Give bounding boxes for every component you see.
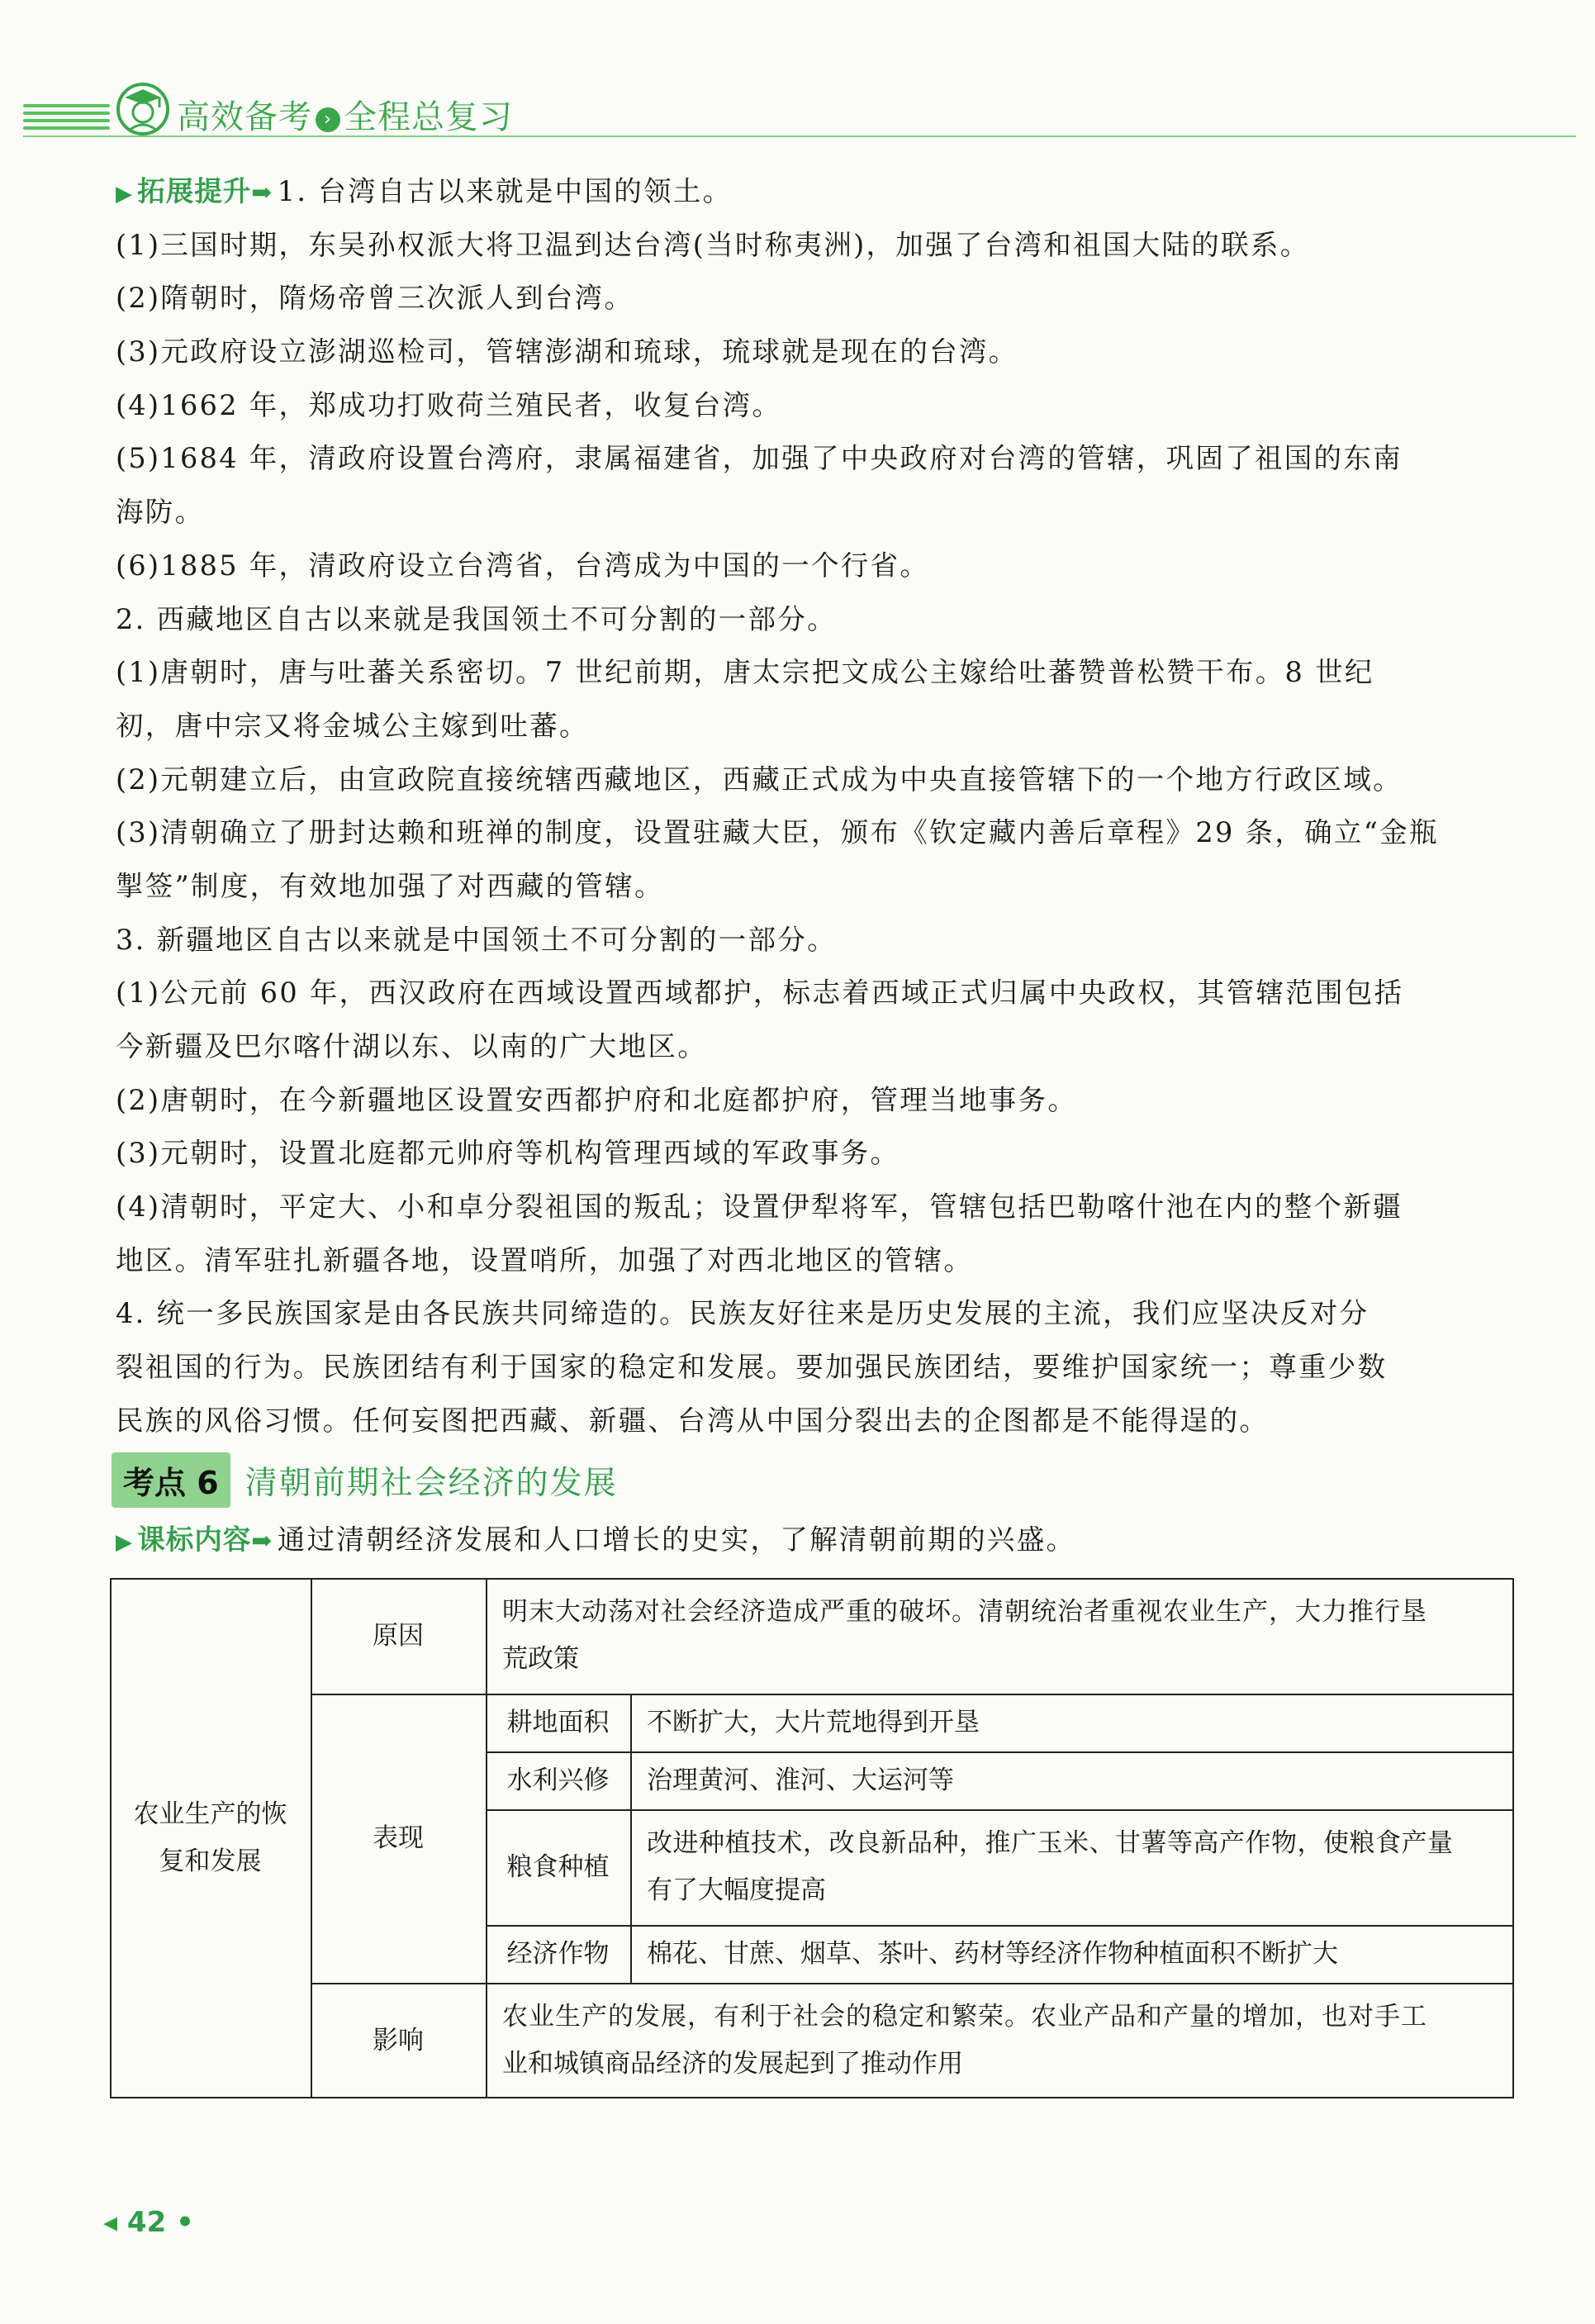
expansion-line: (1)唐朝时，唐与吐蕃关系密切。7 世纪前期，唐太宗把文成公主嫁给吐蕃赞普松赞干布。8 世纪 (116, 656, 1374, 689)
header-stripes (23, 104, 110, 134)
arrow-right-icon: ➡ (251, 1527, 274, 1556)
perf-row-content: 棉花、甘蔗、烟草、茶叶、药材等经济作物种植面积不断扩大 (647, 1938, 1338, 1969)
expansion-tag: 拓展提升 (137, 175, 252, 207)
expansion-text: 1. 台湾自古以来就是中国的领土。 (277, 175, 733, 207)
expansion-line: (5)1684 年，清政府设置台湾府，隶属福建省，加强了中央政府对台湾的管辖，巩固了祖国的东南 (116, 442, 1403, 475)
header-title (177, 91, 513, 138)
cause-line: 荒政策 (502, 1644, 579, 1674)
arrow-right-icon: ➡ (251, 178, 274, 207)
expansion-line: (3)元朝时，设置北庭都元帅府等机构管理西域的军政事务。 (116, 1137, 900, 1170)
page-header (23, 79, 1576, 145)
header-title-part1: 高效备考 (177, 98, 312, 136)
expansion-line: 4. 统一多民族国家是由各民族共同缔造的。民族友好往来是历史发展的主流，我们应坚决反对分 (116, 1297, 1370, 1330)
expansion-line: 今新疆及巴尔喀什湖以东、以南的广大地区。 (116, 1030, 707, 1062)
kaodian-badge: 考点 6 (112, 1452, 230, 1508)
triangle-icon: ▶ (116, 182, 135, 207)
expansion-line: (4)清朝时，平定大、小和卓分裂祖国的叛乱；设置伊犁将军，管辖包括巴勒喀什池在内的整个新疆 (116, 1191, 1403, 1224)
expansion-section (116, 165, 1520, 1448)
perf-row-label: 经济作物 (506, 1938, 610, 1969)
header-title-part2: 全程总复习 (344, 98, 513, 136)
expansion-line: (3)元政府设立澎湖巡检司，管辖澎湖和琉球，琉球就是现在的台湾。 (116, 335, 1018, 368)
performance-label: 表现 (373, 1823, 424, 1853)
expansion-line: (1)公元前 60 年，西汉政府在西域设置西域都护，标志着西域正式归属中央政权，其管辖范围包括 (116, 977, 1404, 1010)
perf-row-label: 粮食种植 (506, 1851, 610, 1882)
perf-row-line: 改进种植技术，改良新品种，推广玉米、甘薯等高产作物，使粮食产量 (647, 1828, 1454, 1858)
cause-content (486, 1578, 1514, 1694)
cause-label: 原因 (373, 1620, 424, 1651)
perf-row-content: 治理黄河、淮河、大运河等 (647, 1765, 954, 1795)
triangle-icon: ▶ (116, 1530, 135, 1555)
expansion-line: (2)唐朝时，在今新疆地区设置安西都护府和北庭都护府，管理当地事务。 (116, 1083, 1078, 1116)
section-title: 清朝前期社会经济的发展 (244, 1464, 618, 1502)
expansion-line: 2. 西藏地区自古以来就是我国领土不可分割的一部分。 (116, 602, 837, 635)
expansion-line: (4)1662 年，郑成功打败荷兰殖民者，收复台湾。 (116, 388, 782, 421)
expansion-line: (1)三国时期，东吴孙权派大将卫温到达台湾(当时称夷洲)，加强了台湾和祖国大陆的联系。 (116, 228, 1310, 261)
main-label-line: 复和发展 (159, 1846, 262, 1876)
student-mascot-icon (114, 79, 172, 137)
effect-label: 影响 (373, 2025, 424, 2055)
perf-row-line: 有了大幅度提高 (647, 1875, 826, 1905)
curriculum-tag: 课标内容 (137, 1523, 252, 1556)
expansion-line: 民族的风俗习惯。任何妄图把西藏、新疆、台湾从中国分裂出去的企图都是不能得逞的。 (116, 1404, 1270, 1437)
expansion-line: 地区。清军驻扎新疆各地，设置哨所，加强了对西北地区的管辖。 (116, 1243, 974, 1276)
perf-row-label: 耕地面积 (506, 1707, 610, 1737)
curriculum-line (116, 1514, 1075, 1569)
circle-arrow-icon: › (316, 107, 340, 132)
cause-line: 明末大动荡对社会经济造成严重的破坏。清朝统治者重视农业生产，大力推行垦 (502, 1597, 1427, 1627)
effect-line: 农业生产的发展，有利于社会的稳定和繁荣。农业产品和产量的增加，也对手工 (502, 2002, 1427, 2032)
page-number: 42 (126, 2206, 167, 2239)
table-main-label (110, 1578, 311, 2098)
expansion-line: 初，唐中宗又将金城公主嫁到吐蕃。 (116, 709, 589, 742)
expansion-line: (2)元朝建立后，由宣政院直接统辖西藏地区，西藏正式成为中央直接管辖下的一个地方行政区域。 (116, 763, 1403, 796)
expansion-line: 3. 新疆地区自古以来就是中国领土不可分割的一部分。 (116, 923, 837, 956)
expansion-line: 海防。 (116, 496, 205, 529)
dot-icon: • (176, 2206, 194, 2239)
curriculum-text: 通过清朝经济发展和人口增长的史实，了解清朝前期的兴盛。 (277, 1523, 1076, 1556)
perf-row-content: 不断扩大，大片荒地得到开垦 (647, 1707, 980, 1737)
expansion-line: (6)1885 年，清政府设立台湾省，台湾成为中国的一个行省。 (116, 549, 930, 582)
main-label-line: 农业生产的恢 (133, 1799, 287, 1829)
section-heading (112, 1452, 618, 1507)
expansion-line: 裂祖国的行为。民族团结有利于国家的稳定和发展。要加强民族团结，要维护国家统一；尊重少数 (116, 1351, 1388, 1384)
effect-content (486, 1983, 1514, 2098)
expansion-line (116, 165, 1520, 219)
expansion-line: (2)隋朝时，隋炀帝曾三次派人到台湾。 (116, 282, 634, 315)
effect-line: 业和城镇商品经济的发展起到了推动作用 (502, 2049, 963, 2079)
expansion-line: (3)清朝确立了册封达赖和班禅的制度，设置驻藏大臣，颁布《钦定藏内善后章程》29 条，确立“金瓶 (116, 816, 1439, 849)
expansion-line: 掣签”制度，有效地加强了对西藏的管辖。 (116, 869, 664, 902)
perf-row-label: 水利兴修 (506, 1765, 610, 1795)
perf-row-content (630, 1809, 1514, 1925)
page-footer (103, 2206, 194, 2239)
agriculture-table (110, 1578, 1514, 2098)
left-triangle-icon: ◂ (103, 2206, 118, 2239)
